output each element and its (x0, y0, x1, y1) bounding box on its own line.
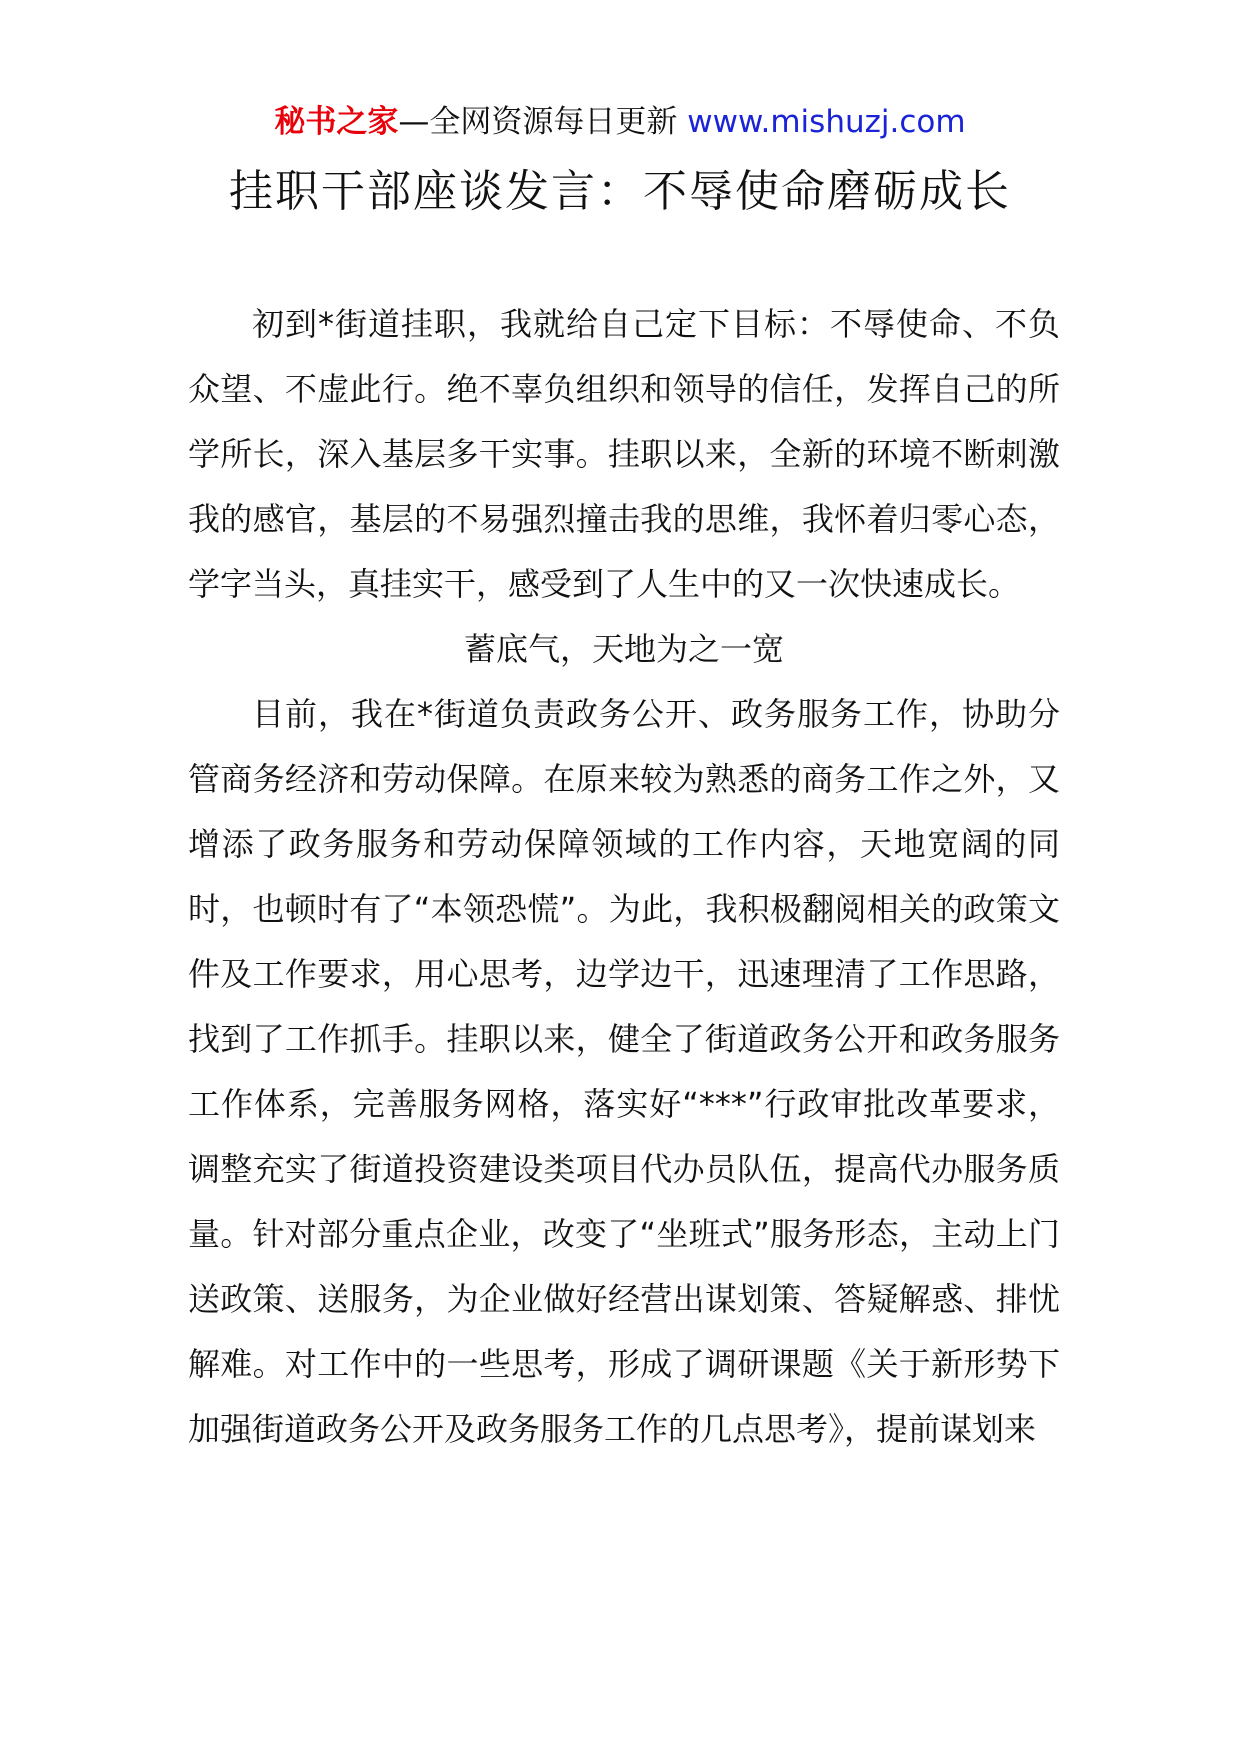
section-heading: 蓄底气，天地为之一宽 (463, 630, 784, 668)
document-title: 挂职干部座谈发言：不辱使命磨砺成长 (229, 166, 1011, 217)
site-header (0, 100, 1240, 144)
paragraph-intro: 初到*街道挂职，我就给自己定下目标：不辱使命、不负众望、不虚此行。绝不辜负组织和领导的信任，发挥自己的所学所长，深入基层多干实事。挂职以来，全新的环境不断刺激我的感官，基层的不易强烈撞击我的思维，我怀着归零心态，学字当头，真挂实干，感受到了人生中的又一次快速成长。 (188, 305, 1060, 603)
document-body (188, 292, 1060, 1462)
header-slogan: —全网资源每日更新 (398, 104, 688, 140)
website-link[interactable]: www.mishuzj.com (687, 104, 966, 140)
paragraph-work: 目前，我在*街道负责政务公开、政务服务工作，协助分管商务经济和劳动保障。在原来较为熟悉的商务工作之外，又增添了政务服务和劳动保障领域的工作内容，天地宽阔的同时，也顿时有了“本领恐慌”。为此，我积极翻阅相关的政策文件及工作要求，用心思考，边学边干，迅速理清了工作思路，找到了工作抓手。挂职以来，健全了街道政务公开和政务服务工作体系，完善服务网格，落实好“***”行政审批改革要求，调整充实了街道投资建设类项目代办员队伍，提高代办服务质量。针对部分重点企业，改变了“坐班式”服务形态，主动上门送政策、送服务，为企业做好经营出谋划策、答疑解惑、排忧解难。对工作中的一些思考，形成了调研课题《关于新形势下加强街道政务公开及政务服务工作的几点思考》，提前谋划来 (188, 695, 1060, 1448)
brand-name: 秘书之家 (274, 104, 399, 140)
